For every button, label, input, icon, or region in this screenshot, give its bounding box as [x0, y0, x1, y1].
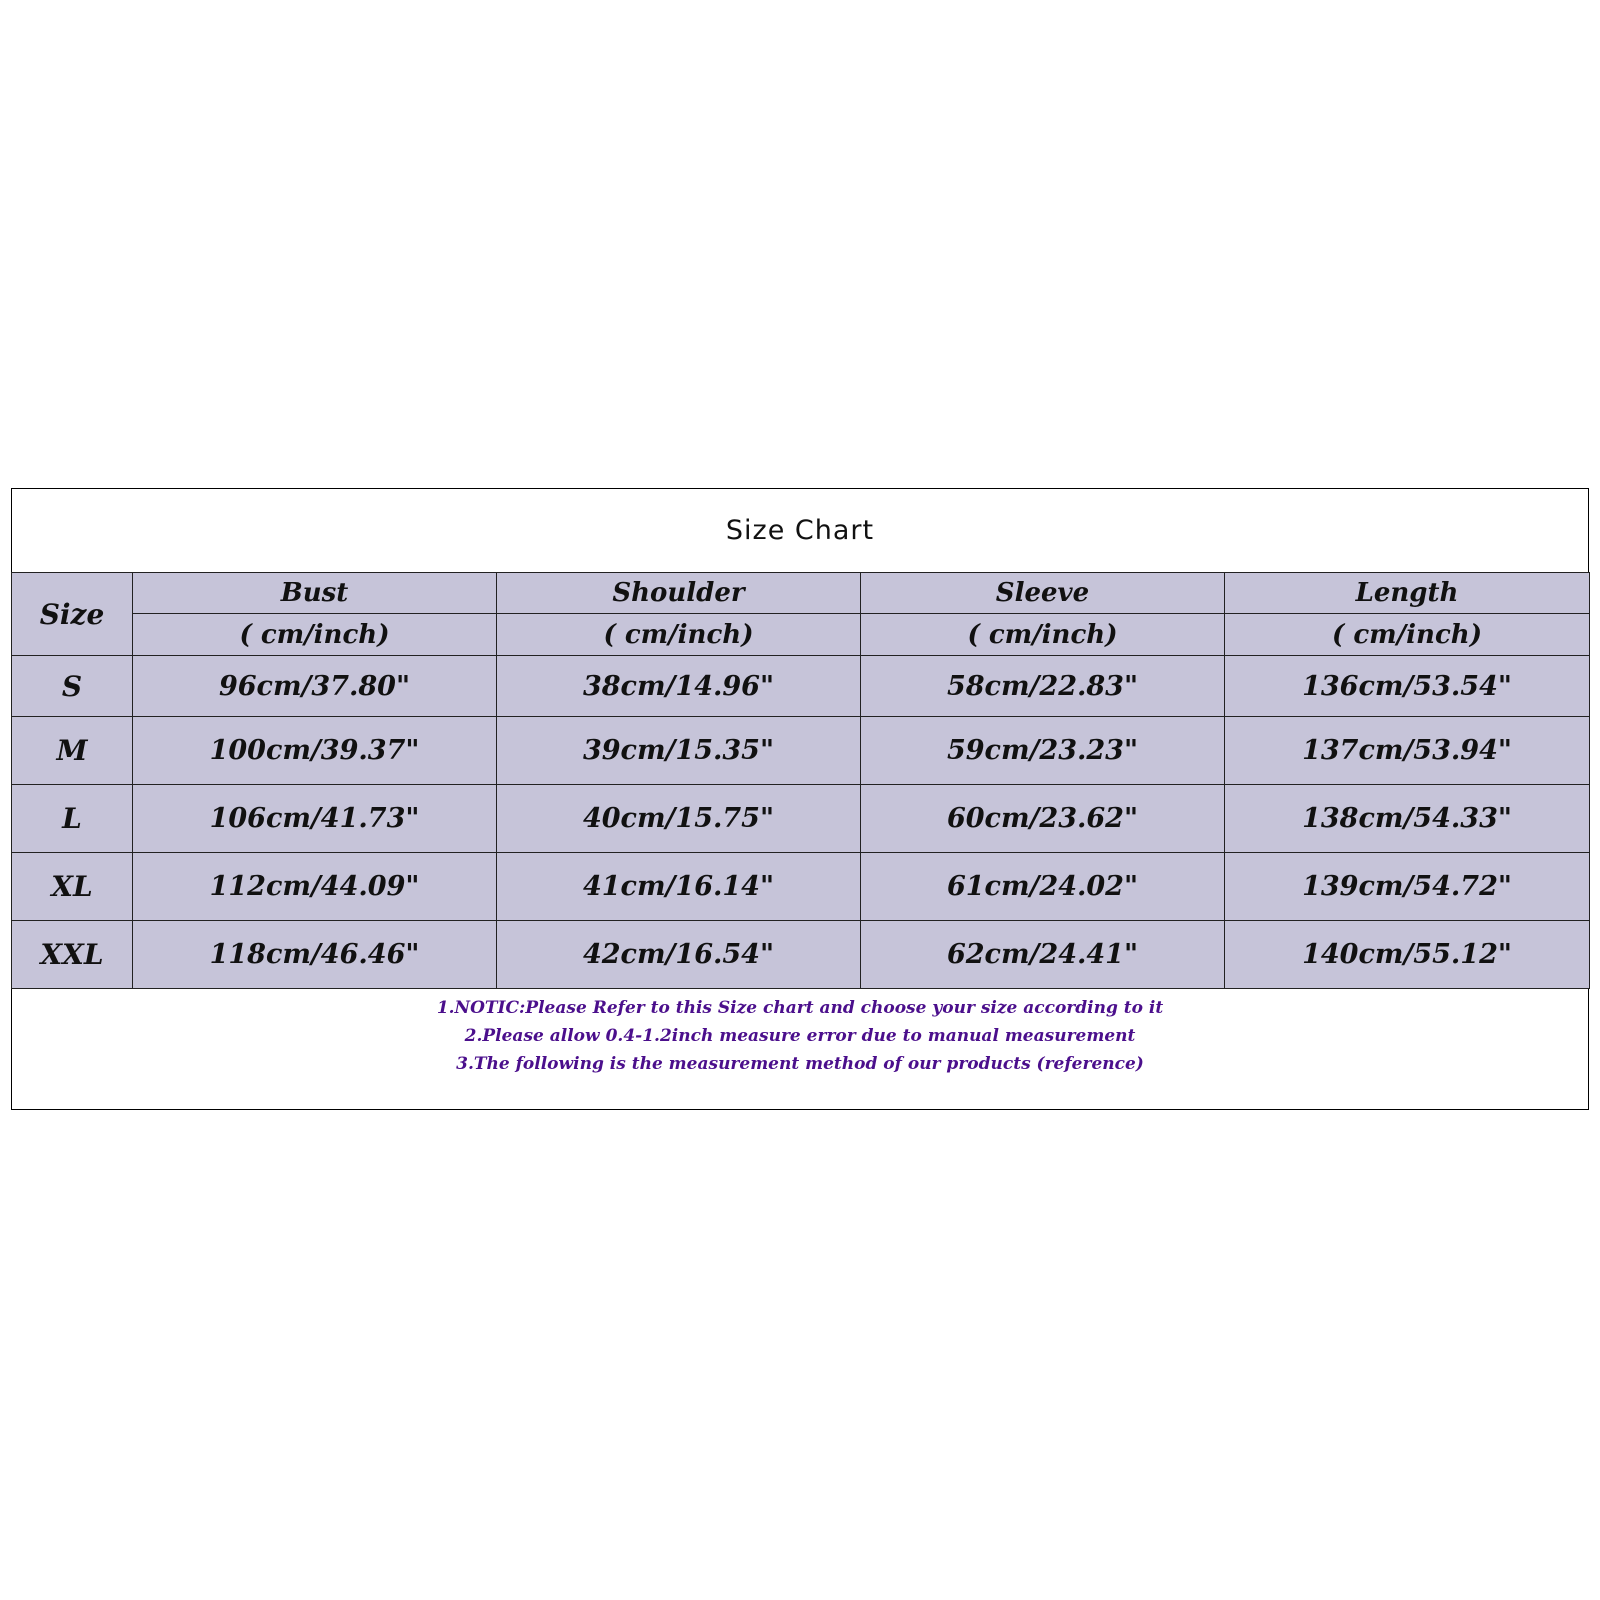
table-cell: 136cm/53.54" — [1225, 656, 1590, 717]
table-row — [12, 921, 1590, 989]
size-table — [11, 572, 1590, 989]
unit-row — [12, 614, 1590, 656]
notes — [12, 994, 1588, 1078]
table-row — [12, 717, 1590, 785]
size-label: XL — [12, 853, 133, 921]
size-chart — [11, 488, 1589, 1110]
chart-title: Size Chart — [725, 515, 875, 546]
table-row — [12, 785, 1590, 853]
table-cell: 112cm/44.09" — [133, 853, 497, 921]
table-cell: 96cm/37.80" — [133, 656, 497, 717]
table-cell: 59cm/23.23" — [861, 717, 1225, 785]
table-cell: 118cm/46.46" — [133, 921, 497, 989]
table-cell: 106cm/41.73" — [133, 785, 497, 853]
table-cell: 100cm/39.37" — [133, 717, 497, 785]
size-header: Size — [12, 573, 133, 656]
table-row — [12, 656, 1590, 717]
note-line: 3.The following is the measurement method of our products (reference) — [456, 1054, 1144, 1074]
table-cell: 140cm/55.12" — [1225, 921, 1590, 989]
size-label: S — [12, 656, 133, 717]
unit-label: ( cm/inch) — [133, 614, 497, 656]
table-cell: 62cm/24.41" — [861, 921, 1225, 989]
table-cell: 42cm/16.54" — [497, 921, 861, 989]
table-cell: 139cm/54.72" — [1225, 853, 1590, 921]
table-cell: 40cm/15.75" — [497, 785, 861, 853]
table-cell: 58cm/22.83" — [861, 656, 1225, 717]
table-cell: 61cm/24.02" — [861, 853, 1225, 921]
table-cell: 137cm/53.94" — [1225, 717, 1590, 785]
unit-label: ( cm/inch) — [497, 614, 861, 656]
size-label: XXL — [12, 921, 133, 989]
note-line: 2.Please allow 0.4-1.2inch measure error due to manual measurement — [464, 1026, 1136, 1046]
table-cell: 38cm/14.96" — [497, 656, 861, 717]
size-label: M — [12, 717, 133, 785]
size-label: L — [12, 785, 133, 853]
table-cell: 39cm/15.35" — [497, 717, 861, 785]
unit-label: ( cm/inch) — [861, 614, 1225, 656]
unit-label: ( cm/inch) — [1225, 614, 1590, 656]
table-row — [12, 853, 1590, 921]
column-header-shoulder: Shoulder — [497, 573, 861, 614]
column-header-length: Length — [1225, 573, 1590, 614]
table-cell: 60cm/23.62" — [861, 785, 1225, 853]
column-header-sleeve: Sleeve — [861, 573, 1225, 614]
table-cell: 41cm/16.14" — [497, 853, 861, 921]
column-header-bust: Bust — [133, 573, 497, 614]
note-line: 1.NOTIC:Please Refer to this Size chart and choose your size according to it — [436, 998, 1164, 1018]
table-cell: 138cm/54.33" — [1225, 785, 1590, 853]
header-row — [12, 573, 1590, 614]
